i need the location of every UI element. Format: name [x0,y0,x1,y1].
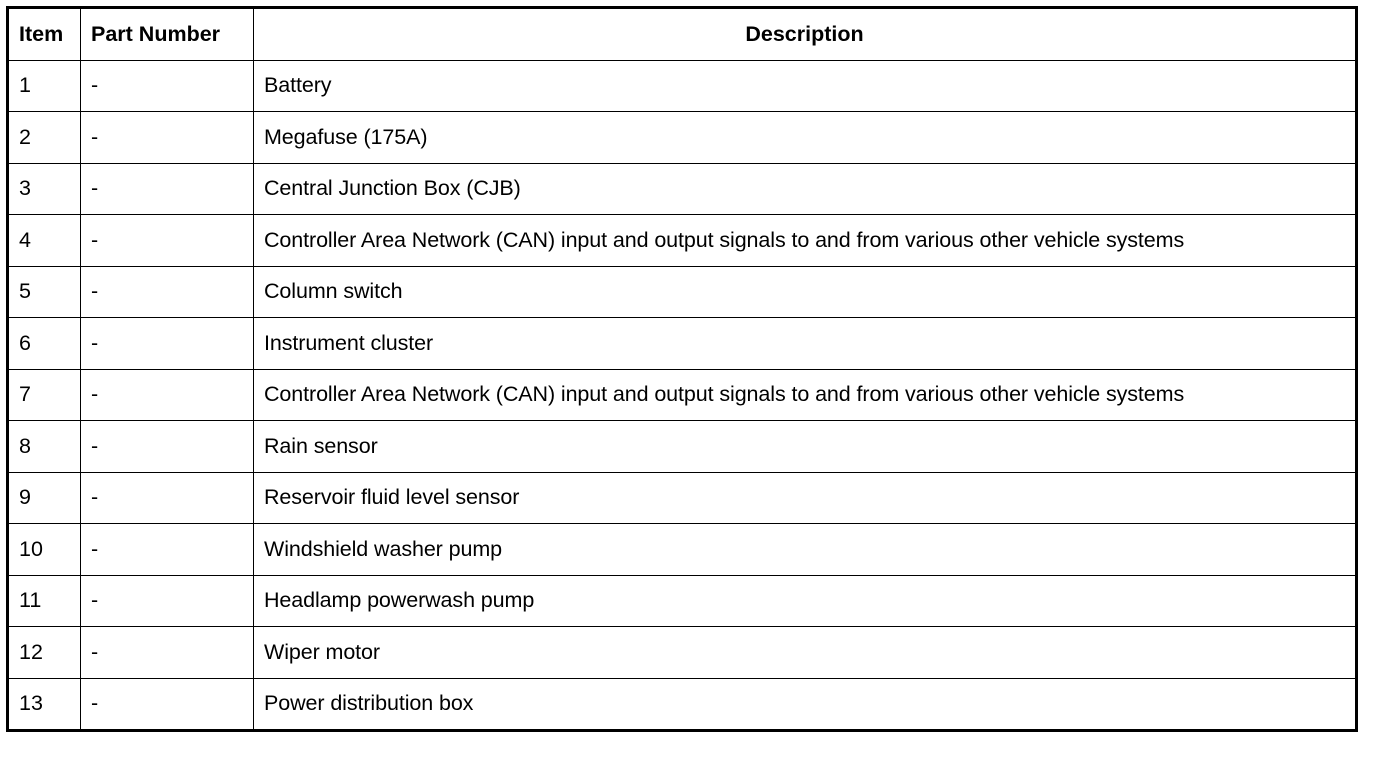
description-cell: Controller Area Network (CAN) input and output signals to and from various other vehicle systems [254,215,1357,267]
table-row [8,472,1357,524]
item-cell: 9 [8,472,81,524]
description-cell: Rain sensor [254,421,1357,473]
item-cell: 10 [8,524,81,576]
item-cell: 6 [8,318,81,370]
item-cell: 12 [8,627,81,679]
description-cell: Power distribution box [254,678,1357,731]
part-number-cell: - [81,421,254,473]
description-cell: Megafuse (175A) [254,112,1357,164]
table-row [8,678,1357,731]
table-row [8,215,1357,267]
description-cell: Headlamp powerwash pump [254,575,1357,627]
item-cell: 4 [8,215,81,267]
description-cell: Column switch [254,266,1357,318]
description-cell: Instrument cluster [254,318,1357,370]
part-number-cell: - [81,215,254,267]
description-cell: Battery [254,60,1357,112]
description-cell: Windshield washer pump [254,524,1357,576]
part-number-cell: - [81,524,254,576]
table-row [8,524,1357,576]
item-cell: 5 [8,266,81,318]
table-row [8,112,1357,164]
description-cell: Reservoir fluid level sensor [254,472,1357,524]
part-number-cell: - [81,266,254,318]
parts-table [6,6,1358,732]
item-cell: 3 [8,163,81,215]
description-cell: Controller Area Network (CAN) input and output signals to and from various other vehicle systems [254,369,1357,421]
part-number-cell: - [81,627,254,679]
table-row [8,421,1357,473]
table-row [8,318,1357,370]
item-column-header: Item [8,8,81,61]
part-number-cell: - [81,112,254,164]
description-cell: Central Junction Box (CJB) [254,163,1357,215]
item-cell: 8 [8,421,81,473]
item-cell: 7 [8,369,81,421]
description-column-header: Description [254,8,1357,61]
part-number-column-header: Part Number [81,8,254,61]
item-cell: 2 [8,112,81,164]
table-row [8,575,1357,627]
part-number-cell: - [81,472,254,524]
part-number-cell: - [81,369,254,421]
item-cell: 13 [8,678,81,731]
table-header-row [8,8,1357,61]
part-number-cell: - [81,575,254,627]
table-row [8,60,1357,112]
table-row [8,266,1357,318]
part-number-cell: - [81,678,254,731]
description-cell: Wiper motor [254,627,1357,679]
item-cell: 11 [8,575,81,627]
item-cell: 1 [8,60,81,112]
table-row [8,627,1357,679]
table-row [8,369,1357,421]
table-row [8,163,1357,215]
part-number-cell: - [81,60,254,112]
part-number-cell: - [81,318,254,370]
part-number-cell: - [81,163,254,215]
